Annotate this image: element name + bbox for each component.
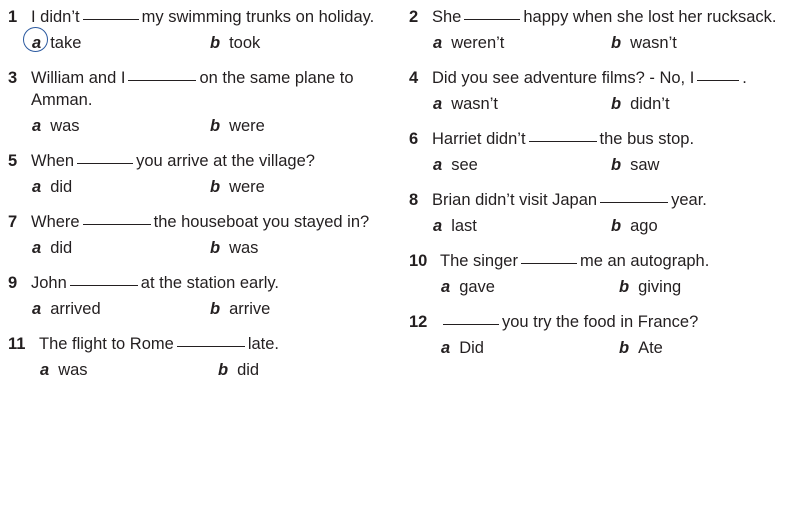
question-text-after: late.	[247, 335, 279, 353]
option-b[interactable]	[611, 154, 771, 176]
option-b-letter: b	[210, 178, 221, 196]
option-b[interactable]	[619, 337, 779, 359]
option-b-text: were	[229, 117, 265, 135]
question-text-row	[8, 272, 391, 294]
question-text-before: Harriet didn’t	[432, 130, 526, 148]
option-a[interactable]	[32, 176, 210, 198]
answer-blank	[83, 224, 151, 225]
answer-blank	[600, 202, 668, 203]
option-b[interactable]	[210, 176, 370, 198]
question-text-after: you try the food in France?	[502, 313, 699, 331]
question-number: 10	[409, 252, 428, 270]
options-row	[8, 32, 391, 54]
option-a-text: last	[451, 217, 477, 235]
question-number: 7	[8, 213, 18, 231]
question-text-before: She	[432, 8, 462, 26]
question-number: 9	[8, 274, 18, 292]
option-a-letter: a	[40, 361, 50, 379]
option-b-letter: b	[611, 156, 622, 174]
question-text-after: the houseboat you stayed in?	[153, 213, 370, 231]
option-a-text: gave	[459, 278, 495, 296]
question-item-3	[8, 67, 391, 137]
left-column	[8, 6, 401, 394]
option-b[interactable]	[611, 93, 771, 115]
question-text	[432, 6, 794, 28]
question-text	[432, 189, 794, 211]
option-a-letter: a	[32, 300, 42, 318]
question-number: 12	[409, 313, 428, 331]
right-column	[401, 6, 794, 372]
option-b[interactable]	[210, 115, 370, 137]
option-a-letter: a	[32, 34, 42, 52]
question-text-after: my swimming trunks on holiday.	[141, 8, 375, 26]
question-item-6	[409, 128, 794, 176]
option-a-text: wasn’t	[451, 95, 498, 113]
question-text-after: on the same plane to Amman.	[31, 69, 354, 109]
question-number: 2	[409, 8, 419, 26]
answer-blank	[83, 19, 139, 20]
question-text-after: .	[742, 69, 747, 87]
answer-blank	[128, 80, 196, 81]
question-number: 4	[409, 69, 419, 87]
question-text-row	[409, 128, 794, 150]
option-b-letter: b	[210, 117, 221, 135]
option-b-text: was	[229, 239, 259, 257]
question-text-row	[409, 250, 794, 272]
option-b[interactable]	[218, 359, 378, 381]
option-a-text: see	[451, 156, 478, 174]
question-item-7	[8, 211, 391, 259]
question-text-after: at the station early.	[140, 274, 279, 292]
option-b[interactable]	[611, 215, 771, 237]
option-b-letter: b	[611, 217, 622, 235]
option-a-text: Did	[459, 339, 484, 357]
option-a-text: take	[50, 34, 82, 52]
question-text-row	[409, 189, 794, 211]
option-a[interactable]	[32, 115, 210, 137]
option-a[interactable]	[32, 237, 210, 259]
question-text-before: The flight to Rome	[39, 335, 174, 353]
question-text-before: Brian didn’t visit Japan	[432, 191, 598, 209]
options-row	[409, 93, 794, 115]
question-text-after: you arrive at the village?	[136, 152, 315, 170]
options-row	[409, 337, 794, 359]
question-item-12	[409, 311, 794, 359]
option-a[interactable]	[433, 93, 611, 115]
option-a[interactable]	[32, 32, 210, 54]
answer-blank	[464, 19, 520, 20]
option-b-letter: b	[218, 361, 229, 379]
question-text-row	[409, 311, 794, 333]
question-text	[432, 128, 794, 150]
question-text-before: William and I	[31, 69, 126, 87]
option-a[interactable]	[433, 32, 611, 54]
question-text-after: the bus stop.	[599, 130, 695, 148]
answer-blank	[529, 141, 597, 142]
option-a-letter: a	[433, 95, 443, 113]
question-number: 6	[409, 130, 419, 148]
option-a-letter: a	[32, 117, 42, 135]
option-a[interactable]	[40, 359, 218, 381]
question-columns	[8, 6, 794, 394]
question-text-before: I didn’t	[31, 8, 80, 26]
options-row	[8, 298, 391, 320]
answer-blank	[521, 263, 577, 264]
answer-blank	[70, 285, 138, 286]
option-b-letter: b	[619, 278, 630, 296]
options-row	[409, 32, 794, 54]
question-text-after: year.	[671, 191, 707, 209]
option-a[interactable]	[433, 215, 611, 237]
option-a-letter: a	[32, 178, 42, 196]
question-item-4	[409, 67, 794, 115]
options-row	[8, 359, 391, 381]
question-text-row	[8, 67, 391, 111]
option-b-text: arrive	[229, 300, 271, 318]
answer-blank	[177, 346, 245, 347]
option-b-letter: b	[611, 95, 622, 113]
option-b-letter: b	[210, 300, 221, 318]
question-text-before: Where	[31, 213, 80, 231]
option-b-text: saw	[630, 156, 660, 174]
options-row	[8, 237, 391, 259]
question-text-row	[8, 333, 391, 355]
question-text-after: me an autograph.	[579, 252, 710, 270]
option-a[interactable]	[441, 276, 619, 298]
question-text	[39, 333, 391, 355]
option-b-text: Ate	[638, 339, 663, 357]
option-a[interactable]	[441, 337, 619, 359]
question-text-row	[8, 6, 391, 28]
question-item-5	[8, 150, 391, 198]
option-b-letter: b	[611, 34, 622, 52]
question-text-before: John	[31, 274, 67, 292]
option-a-text: was	[58, 361, 88, 379]
option-b-letter: b	[619, 339, 630, 357]
question-text-before: The singer	[440, 252, 518, 270]
question-number: 8	[409, 191, 419, 209]
question-item-2	[409, 6, 794, 54]
answer-blank	[697, 80, 739, 81]
option-b-text: were	[229, 178, 265, 196]
question-text	[31, 272, 391, 294]
option-b-text: took	[229, 34, 261, 52]
question-item-1	[8, 6, 391, 54]
option-b-text: didn’t	[630, 95, 670, 113]
option-a-letter: a	[433, 156, 443, 174]
question-text-row	[409, 67, 794, 89]
option-a[interactable]	[433, 154, 611, 176]
question-text	[440, 311, 794, 333]
option-a[interactable]	[32, 298, 210, 320]
option-b-text: giving	[638, 278, 682, 296]
question-text-row	[8, 150, 391, 172]
option-a-letter: a	[441, 339, 451, 357]
option-a-letter: a	[433, 217, 443, 235]
option-b-text: wasn’t	[630, 34, 677, 52]
options-row	[8, 176, 391, 198]
question-item-11	[8, 333, 391, 381]
question-number: 1	[8, 8, 18, 26]
options-row	[8, 115, 391, 137]
option-b[interactable]	[210, 32, 370, 54]
question-text	[31, 67, 391, 111]
option-a-text: did	[50, 178, 73, 196]
option-b[interactable]	[611, 32, 771, 54]
question-text-row	[8, 211, 391, 233]
question-number: 11	[8, 335, 26, 353]
option-b-letter: b	[210, 34, 221, 52]
options-row	[409, 276, 794, 298]
options-row	[409, 154, 794, 176]
question-number: 3	[8, 69, 18, 87]
answer-blank	[77, 163, 133, 164]
option-a-text: was	[50, 117, 80, 135]
option-b[interactable]	[619, 276, 779, 298]
option-a-letter: a	[441, 278, 451, 296]
option-a-text: arrived	[50, 300, 101, 318]
question-text-before: When	[31, 152, 75, 170]
question-item-9	[8, 272, 391, 320]
question-text	[440, 250, 794, 272]
question-text-before: Did you see adventure films? - No, I	[432, 69, 695, 87]
answer-blank	[443, 324, 499, 325]
option-b[interactable]	[210, 298, 370, 320]
question-text-after: happy when she lost her rucksack.	[523, 8, 777, 26]
option-b-text: ago	[630, 217, 658, 235]
question-item-10	[409, 250, 794, 298]
question-text-row	[409, 6, 794, 28]
option-b-text: did	[237, 361, 260, 379]
option-a-text: weren’t	[451, 34, 505, 52]
question-text	[31, 150, 391, 172]
question-text	[31, 6, 391, 28]
question-text	[432, 67, 794, 89]
options-row	[409, 215, 794, 237]
option-b-letter: b	[210, 239, 221, 257]
option-b[interactable]	[210, 237, 370, 259]
option-a-text: did	[50, 239, 73, 257]
question-item-8	[409, 189, 794, 237]
question-text	[31, 211, 391, 233]
question-number: 5	[8, 152, 18, 170]
option-a-letter: a	[433, 34, 443, 52]
option-a-letter: a	[32, 239, 42, 257]
